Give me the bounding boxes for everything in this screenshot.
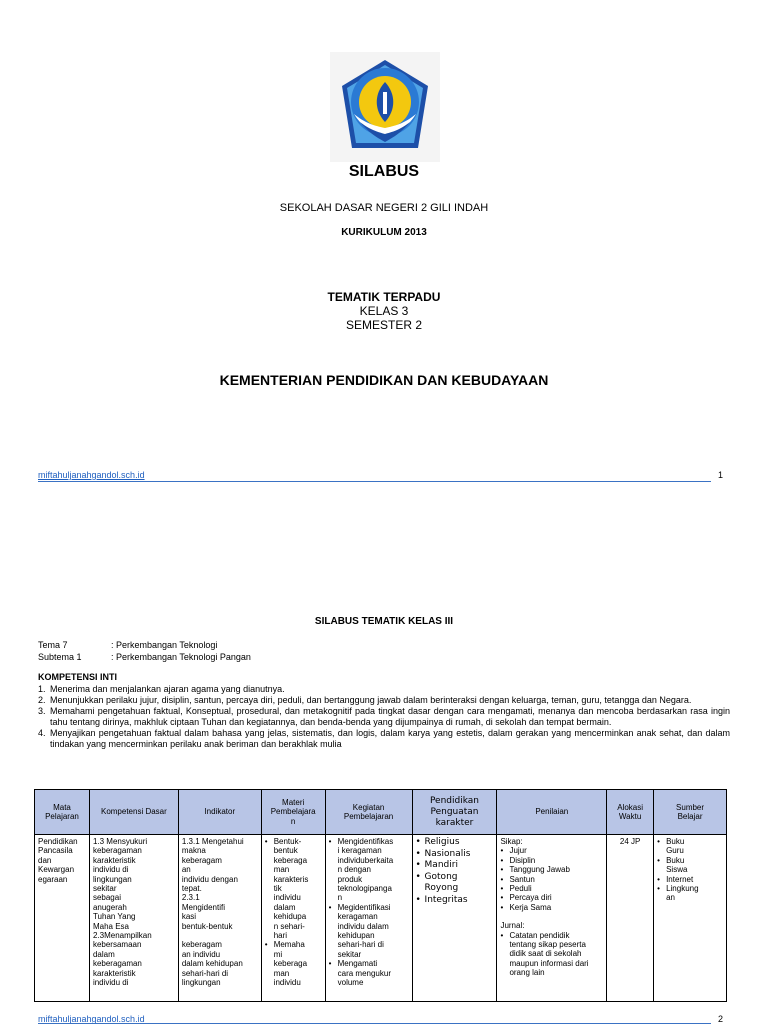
list-item (657, 856, 723, 875)
list-item (500, 903, 603, 912)
list-item (329, 903, 409, 959)
sikap-item: Kerja Sama (509, 902, 552, 912)
bullet-icon: • (415, 837, 421, 847)
cell-materi (261, 835, 325, 1002)
bullet-icon: • (500, 930, 504, 940)
sikap-heading: Sikap: (500, 837, 523, 846)
list-item (657, 875, 723, 884)
list-item (500, 893, 603, 902)
ministry-name: KEMENTERIAN PENDIDIKAN DAN KEBUDAYAAN (219, 372, 549, 388)
list-item (265, 940, 322, 987)
ki-list (38, 684, 730, 750)
bullet-icon: • (500, 874, 504, 884)
ki-text: Menunjukkan perilaku jujur, disiplin, santun, percaya diri, peduli, dan bertanggung jawab dalam berinteraksi dengan keluarga, teman, guru, tetangga dan Negara. (50, 695, 692, 705)
cell-penilaian (497, 835, 607, 1002)
sikap-item: Disiplin (509, 855, 536, 865)
cell-karakter (412, 835, 497, 1002)
karakter-item: Gotong Royong (424, 871, 459, 893)
cell-alokasi (607, 835, 654, 1002)
ki-text: Menyajikan pengetahuan faktual dalam bahasa yang jelas, sistematis, dan logis, dalam karya yang estetis, dalam gerakan yang mencerminkan anak sehat, dan dalam tindakan yang mencerminkan perilaku anak beriman dan berakhlak mulia (50, 728, 730, 749)
sumber-item: Buku Siswa (666, 855, 688, 875)
footer-link-page-1[interactable]: miftahuljanahgandol.sch.id (38, 470, 145, 480)
ki-number: 3. (38, 706, 46, 716)
syllabus-title: SILABUS TEMATIK KELAS III (314, 616, 454, 627)
list-item (38, 706, 730, 728)
sumber-item: Internet (666, 874, 694, 884)
karakter-item: Religius (424, 837, 460, 847)
header-kompetensi-dasar: Kompetensi Dasar (89, 790, 178, 835)
list-item (265, 837, 322, 940)
header-penilaian: Penilaian (497, 790, 607, 835)
sumber-item: Buku Guru (666, 837, 685, 856)
bullet-icon: • (500, 902, 504, 912)
cell-sumber (654, 835, 727, 1002)
materi-item: Memaha mi keberaga man individu (273, 940, 308, 988)
header-mata-pelajaran: Mata Pelajaran (35, 790, 90, 835)
bullet-icon: • (657, 855, 660, 865)
header-karakter: Pendidikan Penguatan karakter (412, 790, 497, 835)
sikap-item: Jujur (509, 846, 527, 856)
bullet-icon: • (500, 865, 504, 875)
bullet-icon: • (657, 837, 660, 846)
bullet-icon: • (415, 860, 421, 870)
list-item (416, 837, 494, 849)
list-item (500, 931, 603, 978)
theme-title: TEMATIK TERPADU (327, 290, 441, 304)
kd-text: 1.3 Mensyukuri keberagaman karakteristik individu di lingkungan sekitar sebagai anugerah Tuhan Yang Maha Esa 2.3Menampilkan kebersamaan dalam keberagaman karakteristik individu di (92, 837, 152, 988)
bullet-icon: • (500, 855, 504, 865)
footer-link-page-2[interactable]: miftahuljanahgandol.sch.id (38, 1014, 145, 1024)
cell-kegiatan (325, 835, 412, 1002)
list-item (657, 884, 723, 903)
header-alokasi: Alokasi Waktu (607, 790, 654, 835)
class-label: KELAS 3 (359, 304, 409, 318)
page-number-2: 2 (718, 1014, 724, 1024)
ki-number: 1. (38, 684, 46, 694)
bullet-icon: • (328, 902, 332, 912)
header-sumber: Sumber Belajar (654, 790, 727, 835)
list-item (500, 865, 603, 874)
karakter-item: Nasionalis (424, 848, 471, 859)
page-number-1: 1 (718, 470, 724, 480)
jurnal-item: Catatan pendidik tentang sikap peserta didik saat di sekolah maupun informasi dari orang lain (509, 930, 589, 978)
ki-number: 4. (38, 728, 46, 738)
table-row (35, 835, 727, 1002)
semester-label: SEMESTER 2 (345, 318, 423, 332)
tema-value: : Perkembangan Teknologi (111, 640, 218, 650)
tut-wuri-handayani-logo (330, 52, 440, 162)
sikap-item: Percaya diri (509, 893, 552, 903)
materi-item: Bentuk- bentuk keberaga man karakteris tik individu dalam kehidupa n sehari- hari (273, 837, 309, 941)
list-item (500, 884, 603, 893)
indikator-text: 1.3.1 Mengetahui makna keberagam an individu dengan tepat. 2.3.1 Mengidentifi kasi bentuk-bentuk keberagam an individu dalam kehidupan sehari-hari di lingkungan (181, 837, 244, 988)
list-item (329, 837, 409, 903)
bullet-icon: • (500, 846, 504, 856)
curriculum: KURIKULUM 2013 (341, 227, 427, 238)
header-materi: Materi Pembelajara n (261, 790, 325, 835)
ki-number: 2. (38, 695, 46, 705)
bullet-icon: • (415, 894, 421, 905)
bullet-icon: • (264, 837, 268, 846)
list-item (500, 846, 603, 855)
bullet-icon: • (657, 884, 660, 894)
footer-divider (38, 481, 711, 482)
ki-heading: KOMPETENSI INTI (38, 672, 118, 682)
sikap-item: Santun (509, 874, 535, 884)
table-header-row (35, 790, 727, 835)
bullet-icon: • (500, 893, 504, 903)
bullet-icon: • (264, 940, 268, 950)
sikap-item: Tanggung Jawab (509, 865, 570, 875)
list-item (416, 860, 494, 872)
list-item (500, 875, 603, 884)
syllabus-table (34, 789, 727, 1002)
cell-indikator (178, 835, 261, 1002)
sumber-item: Lingkung an (666, 884, 699, 903)
karakter-item: Integritas (424, 894, 468, 905)
list-item (38, 728, 730, 750)
karakter-item: Mandiri (424, 860, 458, 870)
bullet-icon: • (415, 871, 421, 882)
list-item (416, 872, 494, 895)
list-item (657, 837, 723, 856)
school-name: SEKOLAH DASAR NEGERI 2 GILI INDAH (279, 202, 489, 214)
ki-text: Menerima dan menjalankan ajaran agama yang dianutnya. (50, 684, 285, 694)
alokasi-text: 24 JP (619, 837, 641, 846)
kegiatan-item: Mengidentifikas i keragaman individuberkaita n dengan produk teknologipanga n (337, 837, 394, 903)
subtema-label: Subtema 1 (38, 652, 82, 662)
bullet-icon: • (657, 874, 660, 884)
sikap-item: Peduli (509, 884, 532, 894)
tema-label: Tema 7 (38, 640, 68, 650)
ki-text: Memahami pengetahuan faktual, Konseptual, prosedural, dan metakognitif pada tingkat dasar dengan cara mengamati, menanya dan mencoba berdasarkan rasa ingin tahu tentang dirinya, makhluk ciptaan Tuhan dan kegiatannya, dan benda-benda yang dijumpainya di rumah, di sekolah dan tempat bermain. (50, 706, 730, 727)
header-indikator: Indikator (178, 790, 261, 835)
bullet-icon: • (500, 884, 504, 894)
mapel-text: Pendidikan Pancasila dan Kewargan egaraan (38, 837, 78, 884)
list-item (329, 959, 409, 987)
list-item (500, 856, 603, 865)
bullet-icon: • (328, 837, 332, 846)
bullet-icon: • (328, 959, 332, 969)
header-kegiatan: Kegiatan Pembelajaran (325, 790, 412, 835)
list-item (416, 849, 494, 861)
cell-kd (89, 835, 178, 1002)
cell-mapel (35, 835, 90, 1002)
list-item (38, 695, 730, 706)
subtema-value: : Perkembangan Teknologi Pangan (111, 652, 251, 662)
list-item (416, 895, 494, 907)
cover-title: SILABUS (348, 163, 420, 180)
bullet-icon: • (415, 848, 421, 859)
list-item (38, 684, 730, 695)
jurnal-heading: Jurnal: (500, 921, 525, 931)
kegiatan-item: Mengamati cara mengukur volume (337, 959, 391, 988)
kegiatan-item: Megidentifikasi keragaman individu dalam kehidupan sehari-hari di sekitar (337, 902, 391, 959)
